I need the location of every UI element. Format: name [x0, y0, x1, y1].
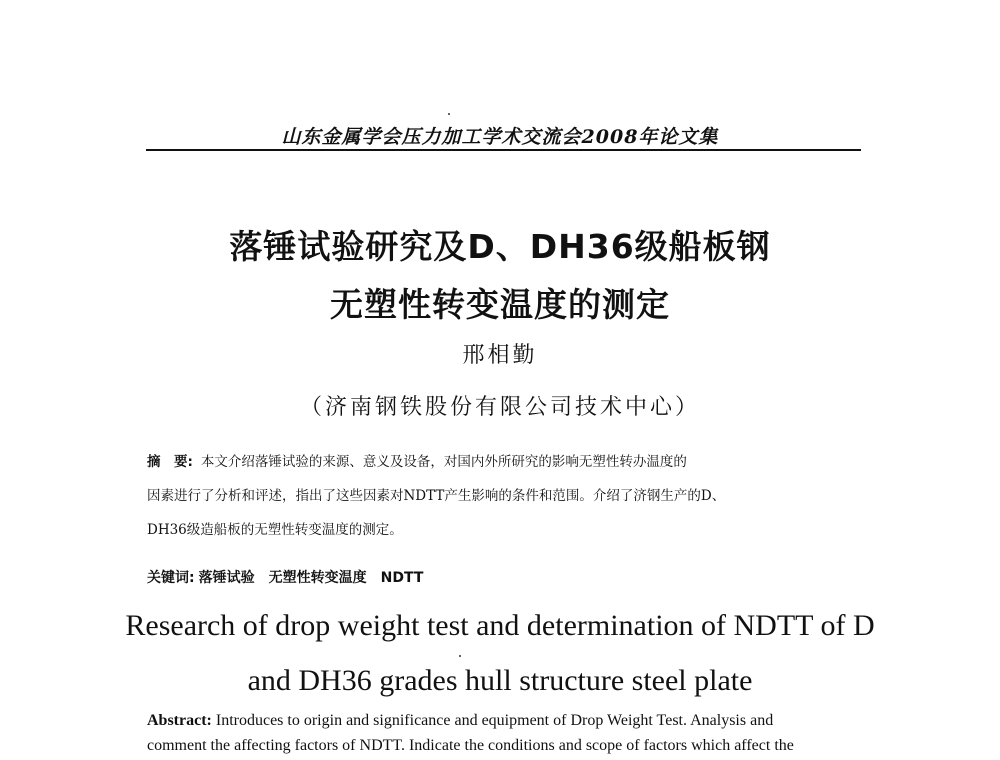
title-line-1: 落锤试验研究及D、DH36级船板钢: [229, 227, 771, 266]
english-abstract-line-2: comment the affecting factors of NDTT. Indicate the conditions and scope of factors which affect the: [147, 737, 794, 754]
scan-speck: [459, 655, 461, 657]
title-line-2: 无塑性转变温度的测定: [330, 285, 670, 324]
chinese-keywords: [147, 567, 861, 587]
affiliation: （济南钢铁股份有限公司技术中心）: [299, 395, 700, 420]
english-abstract-text-1: Introduces to origin and significance and equipment of Drop Weight Test. Analysis and: [215, 712, 774, 729]
chinese-abstract-line-1: [147, 445, 861, 479]
scan-speck: [448, 113, 450, 115]
running-head: 山东金属学会压力加工学术交流会2008年论文集: [281, 126, 719, 148]
english-abstract-line-1: [147, 708, 861, 733]
chinese-abstract-label: 摘 要:: [147, 454, 193, 470]
english-abstract: [147, 708, 861, 758]
english-title-line-1: Research of drop weight test and determination of NDTT of D: [125, 609, 875, 642]
chinese-abstract-line-3: DH36级造船板的无塑性转变温度的测定。: [147, 522, 403, 538]
chinese-abstract-line-2: 因素进行了分析和评述，指出了这些因素对NDTT产生影响的条件和范围。介绍了济钢生产的D、: [147, 488, 726, 504]
english-abstract-label: Abstract:: [147, 712, 212, 729]
author: 邢相勤: [462, 343, 538, 368]
keywords-value: 落锤试验 无塑性转变温度 NDTT: [198, 570, 424, 586]
chinese-abstract: [147, 445, 861, 547]
keywords-label: 关键词:: [147, 570, 195, 586]
header-rule: [146, 149, 861, 151]
english-title-line-2: and DH36 grades hull structure steel plate: [247, 664, 753, 697]
chinese-abstract-text-1: 本文介绍落锤试验的来源、意义及设备，对国内外所研究的影响无塑性转办温度的: [200, 454, 687, 470]
